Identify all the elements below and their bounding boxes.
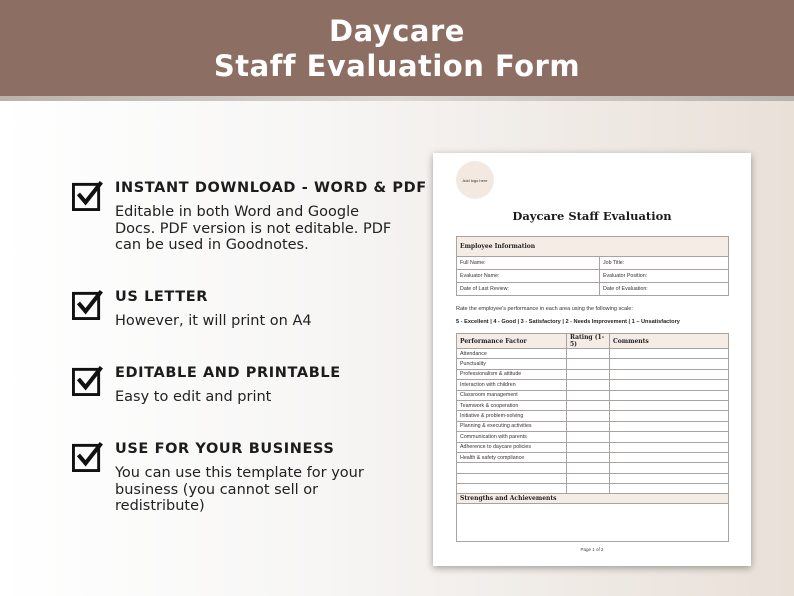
- column-header: Performance Factor: [457, 334, 567, 349]
- rating-cell: [567, 432, 610, 442]
- table-row: [457, 257, 729, 270]
- scale-instructions: Rate the employee's performance in each area using the following scale:: [456, 306, 633, 312]
- checkbox-checked-icon: [72, 365, 103, 396]
- performance-factor: Punctuality: [457, 359, 567, 369]
- comments-cell: [610, 400, 729, 410]
- performance-factor: [457, 473, 567, 483]
- comments-cell: [610, 452, 729, 462]
- column-header: Comments: [610, 334, 729, 349]
- field-label: Full Name:: [457, 257, 600, 270]
- table-row: [457, 411, 729, 421]
- table-row: [457, 432, 729, 442]
- comments-cell: [610, 463, 729, 473]
- comments-cell: [610, 380, 729, 390]
- comments-cell: [610, 369, 729, 379]
- performance-factor: Adherence to daycare policies: [457, 442, 567, 452]
- rating-cell: [567, 400, 610, 410]
- rating-cell: [567, 369, 610, 379]
- strengths-header: Strengths and Achievements: [457, 494, 729, 504]
- performance-factor: Classroom management: [457, 390, 567, 400]
- strengths-body: [457, 504, 729, 542]
- field-label: Evaluator Name:: [457, 270, 600, 283]
- comments-cell: [610, 473, 729, 483]
- column-header: Rating (1-5): [567, 334, 610, 349]
- rating-cell: [567, 442, 610, 452]
- table-row: [457, 283, 729, 296]
- table-row: [457, 369, 729, 379]
- performance-factor: Health & safety compliance: [457, 452, 567, 462]
- feature-description: Easy to edit and print: [115, 389, 272, 405]
- strengths-table: [456, 493, 729, 542]
- performance-table: [456, 333, 729, 494]
- table-row: [457, 359, 729, 369]
- field-label: Date of Evaluation:: [600, 283, 729, 296]
- field-label: Job Title:: [600, 257, 729, 270]
- banner-title-line1: Daycare: [329, 14, 465, 48]
- feature-description: However, it will print on A4: [115, 313, 312, 329]
- comments-cell: [610, 432, 729, 442]
- rating-cell: [567, 390, 610, 400]
- feature-description: Editable in both Word and Google Docs. PDF version is not editable. PDF can be used in Goodnotes.: [115, 204, 392, 253]
- comments-cell: [610, 411, 729, 421]
- title-banner: [0, 0, 794, 96]
- feature-title: US LETTER: [115, 289, 208, 305]
- checkbox-checked-icon: [72, 441, 103, 472]
- employee-info-header: Employee Information: [457, 237, 729, 257]
- comments-cell: [610, 349, 729, 359]
- checkbox-checked-icon: [72, 289, 103, 320]
- performance-factor: Interaction with children: [457, 380, 567, 390]
- comments-cell: [610, 390, 729, 400]
- rating-cell: [567, 359, 610, 369]
- field-label: Evaluator Position:: [600, 270, 729, 283]
- rating-cell: [567, 411, 610, 421]
- table-row: [457, 390, 729, 400]
- rating-cell: [567, 452, 610, 462]
- comments-cell: [610, 421, 729, 431]
- feature-title: INSTANT DOWNLOAD - WORD & PDF: [115, 180, 427, 196]
- performance-factor: Attendance: [457, 349, 567, 359]
- performance-factor: Teamwork & cooperation: [457, 400, 567, 410]
- logo-placeholder: Add logo here: [456, 161, 494, 199]
- performance-factor: [457, 463, 567, 473]
- feature-title: EDITABLE AND PRINTABLE: [115, 365, 341, 381]
- table-row: [457, 270, 729, 283]
- rating-cell: [567, 349, 610, 359]
- rating-cell: [567, 421, 610, 431]
- feature-title: USE FOR YOUR BUSINESS: [115, 441, 335, 457]
- rating-scale: 5 - Excellent | 4 - Good | 3 - Satisfactory | 2 - Needs Improvement | 1 – Unsatisfactory: [456, 319, 680, 325]
- performance-factor: Initiative & problem-solving: [457, 411, 567, 421]
- field-label: Date of Last Review:: [457, 283, 600, 296]
- page-number: Page 1 of 2: [580, 547, 604, 552]
- rating-cell: [567, 380, 610, 390]
- feature-description: You can use this template for your business (you cannot sell or redistribute): [115, 465, 364, 514]
- comments-cell: [610, 442, 729, 452]
- comments-cell: [610, 359, 729, 369]
- table-row: [457, 452, 729, 462]
- document-preview: [433, 153, 751, 566]
- table-row: [457, 463, 729, 473]
- table-row: [457, 473, 729, 483]
- performance-factor: Planning & executing activities: [457, 421, 567, 431]
- document-title: Daycare Staff Evaluation: [512, 209, 672, 223]
- checkbox-checked-icon: [72, 180, 103, 211]
- table-row: [457, 349, 729, 359]
- table-row: [457, 442, 729, 452]
- rating-cell: [567, 473, 610, 483]
- rating-cell: [567, 463, 610, 473]
- table-row: [457, 421, 729, 431]
- performance-factor: Communication with parents: [457, 432, 567, 442]
- banner-title-line2: Staff Evaluation Form: [213, 49, 581, 83]
- performance-factor: Professionalism & attitude: [457, 369, 567, 379]
- table-row: [457, 400, 729, 410]
- employee-info-table: [456, 236, 729, 296]
- table-row: [457, 380, 729, 390]
